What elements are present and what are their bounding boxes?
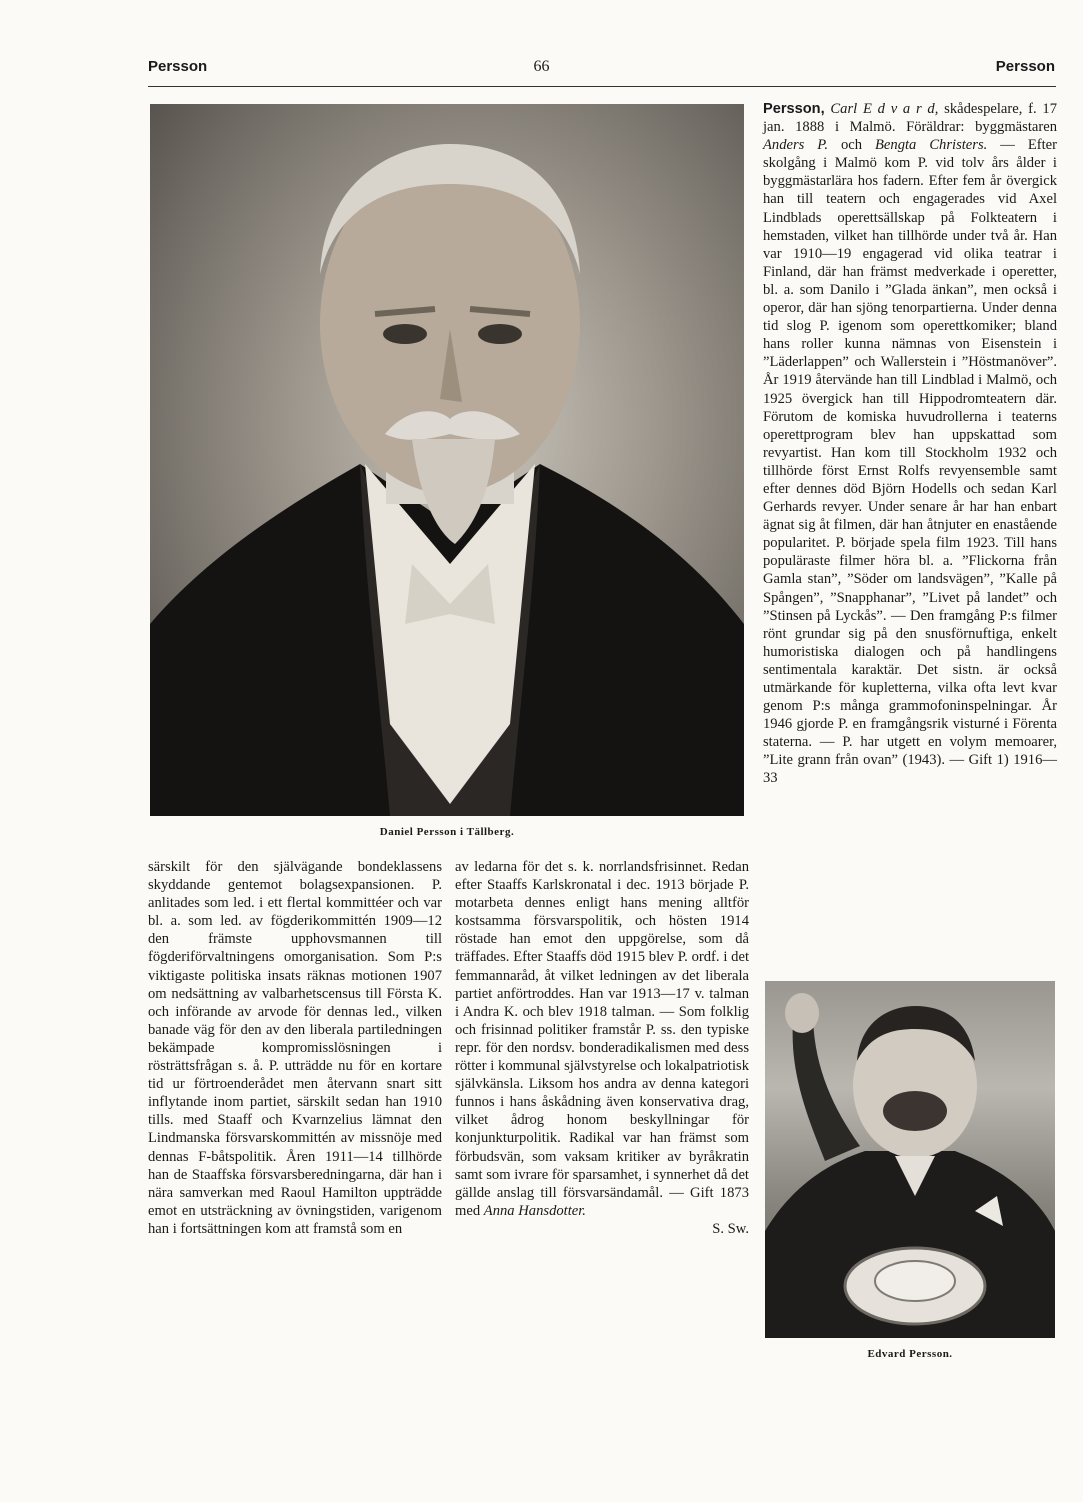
running-head-left: Persson	[148, 58, 208, 75]
entry-body: — Efter skolgång i Malmö kom P. vid tolv års ålder i byggmästarlära hos fadern. Efter fem år övergick han till teatern och engagerades vid Axel Lindblads operettsällskap på Folkteatern i hemstaden, vilket han tillhörde under två år. Han var 1910—19 engagerad vid olika teatrar i Finland, där han främst medverkade i operetter, bl. a. som Danilo i ”Glada änkan”, men också i operor, där han sjöng tenorpartierna. Under denna tid slog P. igenom som operettkomiker; bland hans roller kunna nämnas von Eisenstein i ”Läderlappen” och Wallerstein i ”Höstmanöver”. År 1919 återvände han till Lindblad i Malmö, och 1925 övergick han till Hippodromteatern där. Förutom de komiska huvudrollerna i teaterns operettprogram blev han uppskattad som revyartist. Han kom till Stockholm 1932 och tillhörde först Ernst Rolfs revyensemble samt efter dennes död Björn Hodells och sedan Karl Gerhards revyer. Under senare år har han enbart ägnat sig åt filmen, där han åtnjuter en enastående popularitet. P. började spela film 1923. Till hans populäraste filmer höra bl. a. ”Flickorna från Gamla stan”, ”Söder om landsvägen”, ”Kalle på Spången”, ”Snapphanar”, ”Livet på landet” och ”Stinsen på Lyckås”. — Den framgång P:s filmer rönt grundar sig på den snusförnuftiga, enkelt humoristiska dialogen och på handlingens sentimentala karaktär. Det sistn. är också utmärkande för kupletterna, vilka ofta levt kvar genom P:s många grammofoninspelningar. År 1946 gjorde P. en framgångsrik visturné i Förenta staterna. — P. har utgett en volym memoarer, ”Lite grann från ovan” (1943). — Gift 1) 1916—33	[763, 137, 1057, 787]
running-head-right: Persson	[995, 58, 1055, 75]
article-daniel-column-1	[148, 858, 442, 1238]
wife-name: Anna Hansdotter.	[483, 1202, 586, 1219]
entry-father: Anders P.	[763, 137, 828, 154]
photo-edvard-persson	[765, 981, 1055, 1338]
header-rule	[148, 86, 1056, 87]
article-edvard-text	[763, 100, 1057, 788]
portrait-caption-daniel: Daniel Persson i Tällberg.	[379, 826, 515, 838]
article-daniel-text-2	[455, 858, 749, 1220]
photo-caption-edvard: Edvard Persson.	[867, 1348, 953, 1360]
entry-and: och	[840, 137, 863, 154]
entry-given-name: Carl E d v a r d,	[830, 101, 939, 117]
signature: S. Sw.	[712, 1220, 749, 1237]
portrait-daniel-persson	[150, 104, 744, 816]
article-daniel-column-2	[455, 858, 749, 1238]
article-daniel-text-2-body: av ledarna för det s. k. norrlandsfrisinnet. Redan efter Staaffs Karlskronatal i dec. 1913 började P. motarbeta dennes enligt hans mening alltför kostsamma försvarspolitik, och hösten 1914 röstade han emot den uppgörelse, som då träffades. Efter Staaffs död 1915 blev P. ordf. i det femmannaråd, åt vilket ledningen av det liberala partiet anförtroddes. Han var 1913—17 v. talman i Andra K. och blev 1918 talman. — Som folklig och frisinnad politiker framstår P. ss. den typiske repr. för den nordsv. bonderadikalismen med dess rötter i kommunal självstyrelse och lokalpatriotisk självkänsla. Liksom hos andra av denna kategori funnos i hans åskådning även konservativa drag, vilket ådrog honom beskyllningar för konjunkturpolitik. Radikal var han främst som förbudsvän, som vaksam kritiker av byråkratin samt som ivrare för sparsamhet, i synnerhet då det gällde anslag till försvarsändamål. — Gift 1873 med	[455, 859, 749, 1219]
entry-intro: skådespelare, f. 17 jan. 1888 i Malmö. Föräldrar: byggmästaren	[763, 101, 1057, 136]
entry-mother: Bengta Christers.	[875, 137, 988, 154]
page-number: 66	[533, 58, 550, 75]
entry-headword: Persson,	[763, 101, 825, 117]
article-edvard	[763, 100, 1057, 788]
article-daniel-text-1: särskilt för den självägande bondeklassens skyddande gentemot bolagsexpansionen. P. anlitades som led. i ett flertal kommittéer och var bl. a. som led. av fögderikommittén 1909—12 den främste upphovsmannen till fögderiförvaltningens omorganisation. Som P:s viktigaste politiska insats räknas motionen 1907 om nedsättning av valbarhetscensus till Första K. och införande av arvode för dennas led., vilken banade väg för den av den liberala partiledningen bekämpade kompromisslösningen i rösträttsfrågan s. å. P. utträdde nu för en kortare tid ur förtroenderådet men återvann snart sitt inflytande inom partiet, särskilt sedan han 1910 tills. med Staaff och Kvarnzelius lämnat den Lindmanska försvarskommittén av missnöje med dennas F-båtspolitik. Åren 1911—14 tillhörde han de Staaffska försvarsberedningarna, där han i nära samverkan med Raoul Hamilton uppträdde emot en utsträckning av övningstiden, varigenom han i fortsättningen kom att framstå som en	[148, 859, 442, 1237]
